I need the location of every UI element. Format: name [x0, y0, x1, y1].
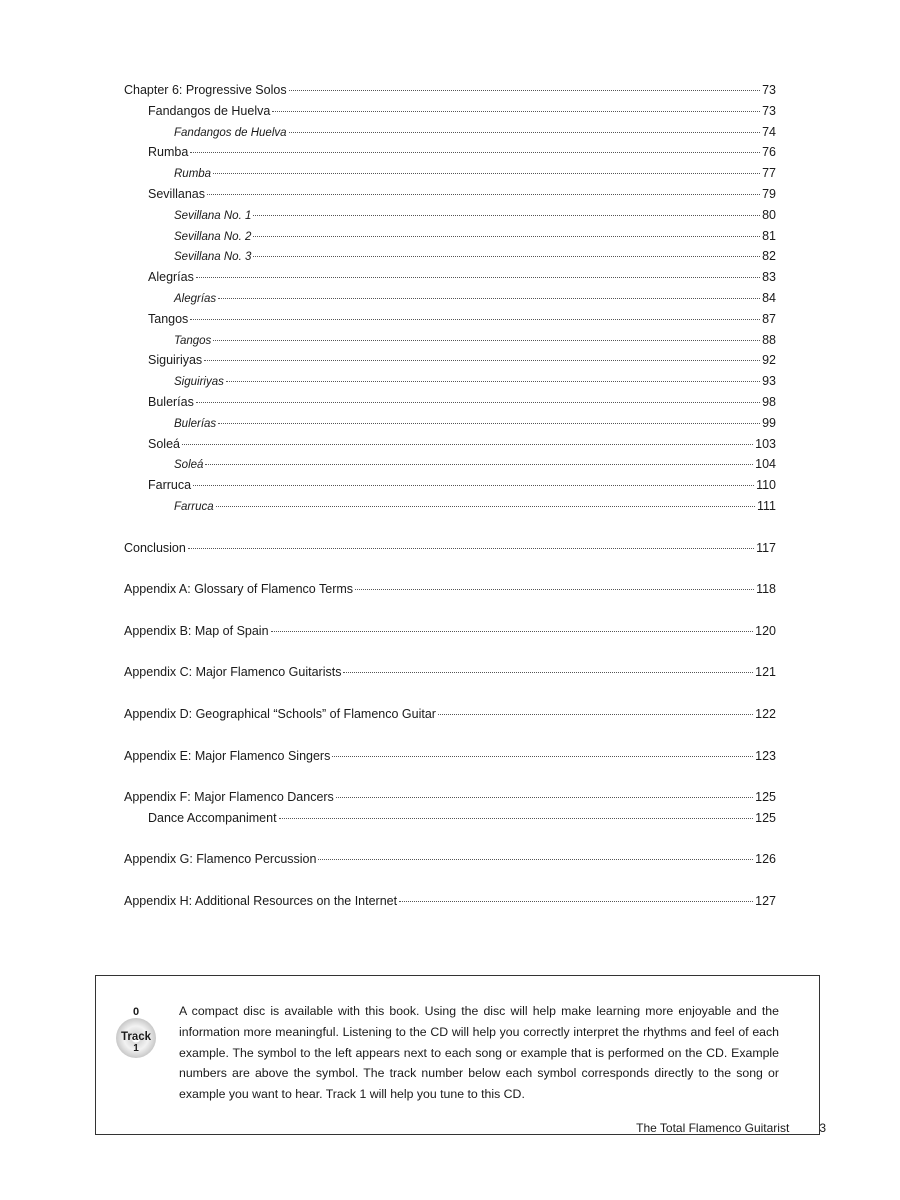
toc-entry-page: 117 [756, 540, 776, 555]
toc-dot-leader [355, 588, 754, 590]
toc-dot-leader [188, 547, 754, 549]
toc-entry [124, 205, 776, 226]
toc-entry [124, 163, 776, 184]
toc-dot-leader [193, 484, 754, 486]
toc-entry-page: 98 [762, 394, 776, 409]
footer-page-number: 3 [819, 1121, 826, 1135]
toc-entry-page: 125 [755, 790, 776, 805]
toc-entry-page: 74 [762, 124, 776, 139]
toc-entry-page: 84 [762, 290, 776, 305]
toc-entry-title: Rumba [148, 145, 189, 160]
toc-entry [124, 246, 776, 267]
toc-entry-title: Alegrías [148, 270, 194, 285]
toc-dot-leader [279, 817, 754, 819]
toc-entry-title: Sevillana No. 2 [174, 230, 252, 243]
toc-dot-leader [218, 422, 760, 424]
toc-dot-leader [204, 359, 760, 361]
toc-entry-title: Bulerías [148, 394, 194, 409]
toc-dot-leader [343, 671, 753, 673]
toc-entry-page: 82 [762, 249, 776, 264]
footer-book-title: The Total Flamenco Guitarist [636, 1121, 790, 1135]
toc-entry [124, 413, 776, 434]
toc-dot-leader [253, 255, 760, 257]
page-footer [636, 1121, 826, 1135]
toc-dot-leader [218, 297, 760, 299]
toc-entry-title: Appendix B: Map of Spain [124, 623, 269, 638]
toc-dot-leader [216, 505, 755, 507]
toc-entry [124, 808, 776, 829]
toc-dot-leader [318, 858, 753, 860]
toc-entry-title: Fandangos de Huelva [174, 126, 287, 139]
toc-entry [124, 704, 776, 725]
toc-entry-title: Appendix H: Additional Resources on the Internet [124, 894, 398, 909]
toc-entry [124, 350, 776, 371]
toc-entry-title: Tangos [148, 311, 189, 326]
toc-entry-page: 104 [755, 457, 776, 472]
toc-dot-leader [196, 401, 760, 403]
toc-entry [124, 621, 776, 642]
toc-entry-title: Alegrías [174, 292, 217, 305]
toc-entry-page: 121 [755, 665, 776, 680]
toc-entry-title: Fandangos de Huelva [148, 103, 271, 118]
toc-dot-leader [336, 796, 753, 798]
toc-dot-leader [289, 131, 761, 133]
toc-entry-title: Conclusion [124, 540, 186, 555]
toc-entry-page: 81 [762, 228, 776, 243]
toc-entry-page: 73 [762, 83, 776, 97]
toc-entry-title: Appendix E: Major Flamenco Singers [124, 748, 331, 763]
toc-dot-leader [196, 276, 760, 278]
toc-dot-leader [272, 110, 760, 112]
toc-entry-title: Soleá [148, 436, 180, 451]
toc-entry [124, 662, 776, 683]
toc-dot-leader [213, 339, 760, 341]
toc-dot-leader [190, 151, 760, 153]
toc-entry-title: Farruca [174, 500, 214, 513]
toc-entry-title: Sevillana No. 1 [174, 209, 252, 222]
toc-entry [124, 371, 776, 392]
toc-entry-title: Siguiriyas [174, 376, 224, 389]
toc-entry-page: 122 [755, 706, 776, 721]
toc-entry [124, 849, 776, 870]
toc-entry [124, 80, 776, 101]
toc-entry-page: 123 [755, 748, 776, 763]
toc-dot-leader [182, 443, 753, 445]
toc-entry [124, 142, 776, 163]
toc-dot-leader [253, 235, 760, 237]
toc-entry-title: Siguiriyas [148, 353, 203, 368]
toc-entry-page: 99 [762, 415, 776, 430]
cd-track-icon [114, 1006, 158, 1066]
cd-track-label: Track [120, 1031, 152, 1043]
cd-info-box [95, 975, 820, 1135]
toc-entry [124, 101, 776, 122]
toc-entry-title: Soleá [174, 459, 204, 472]
toc-entry-page: 92 [762, 353, 776, 368]
toc-dot-leader [399, 900, 753, 902]
toc-entry-page: 120 [755, 623, 776, 638]
toc-entry-title: Appendix G: Flamenco Percussion [124, 852, 317, 867]
toc-entry-title: Rumba [174, 168, 212, 181]
toc-entry-page: 76 [762, 145, 776, 160]
toc-entry [124, 475, 776, 496]
toc-entry [124, 267, 776, 288]
toc-entry-title: Sevillana No. 3 [174, 251, 252, 264]
toc-entry-page: 111 [756, 498, 776, 513]
toc-entry-title: Chapter 6: Progressive Solos [124, 83, 287, 97]
toc-entry-page: 77 [762, 166, 776, 181]
toc-entry [124, 226, 776, 247]
toc-entry-page: 110 [756, 478, 776, 493]
toc-entry-page: 88 [762, 332, 776, 347]
toc-entry [124, 392, 776, 413]
toc-entry-title: Farruca [148, 478, 192, 493]
toc-entry [124, 309, 776, 330]
cd-example-number: 0 [132, 1006, 140, 1018]
toc-entry [124, 787, 776, 808]
toc-entry-title: Bulerías [174, 417, 217, 430]
table-of-contents [124, 80, 776, 912]
cd-track-number: 1 [133, 1043, 139, 1054]
toc-entry [124, 330, 776, 351]
toc-entry-title: Dance Accompaniment [148, 810, 277, 825]
toc-entry-page: 103 [755, 436, 776, 451]
toc-entry [124, 434, 776, 455]
cd-description: A compact disc is available with this book. Using the disc will help make learning more enjoyable and the information more meaningful. Listening to the CD will help you correctly interpret the rhythms and feel of each example. The symbol to the left appears next to each song or example that is performed on the CD. Example numbers are above the symbol. The track number below each symbol corresponds directly to the song or example you want to hear. Track 1 will help you tune to this CD. [179, 1004, 779, 1102]
toc-dot-leader [438, 713, 753, 715]
toc-entry-page: 83 [762, 270, 776, 285]
toc-entry [124, 746, 776, 767]
toc-entry-page: 73 [762, 103, 776, 118]
toc-entry [124, 122, 776, 143]
toc-entry [124, 496, 776, 517]
toc-entry-page: 79 [762, 186, 776, 201]
toc-entry [124, 454, 776, 475]
toc-entry-title: Appendix A: Glossary of Flamenco Terms [124, 582, 354, 597]
toc-entry [124, 184, 776, 205]
toc-entry-page: 125 [755, 810, 776, 825]
toc-dot-leader [332, 755, 753, 757]
toc-dot-leader [190, 318, 760, 320]
toc-entry-page: 126 [755, 852, 776, 867]
toc-entry [124, 891, 776, 912]
toc-entry-title: Appendix D: Geographical “Schools” of Flamenco Guitar [124, 706, 436, 721]
toc-entry [124, 579, 776, 600]
toc-entry-page: 127 [755, 894, 776, 909]
toc-entry-page: 87 [762, 311, 776, 326]
toc-entry-title: Appendix F: Major Flamenco Dancers [124, 790, 334, 805]
toc-dot-leader [271, 630, 754, 632]
toc-entry-page: 93 [762, 374, 776, 389]
toc-dot-leader [207, 193, 760, 195]
toc-entry-title: Appendix C: Major Flamenco Guitarists [124, 665, 342, 680]
toc-dot-leader [226, 380, 760, 382]
toc-entry-page: 80 [762, 207, 776, 222]
toc-dot-leader [253, 214, 760, 216]
toc-entry-title: Tangos [174, 334, 212, 347]
toc-entry [124, 288, 776, 309]
toc-entry-title: Sevillanas [148, 186, 205, 201]
toc-dot-leader [205, 463, 753, 465]
toc-entry-page: 118 [756, 582, 776, 597]
toc-dot-leader [289, 89, 761, 91]
toc-dot-leader [213, 172, 760, 174]
toc-entry [124, 538, 776, 559]
